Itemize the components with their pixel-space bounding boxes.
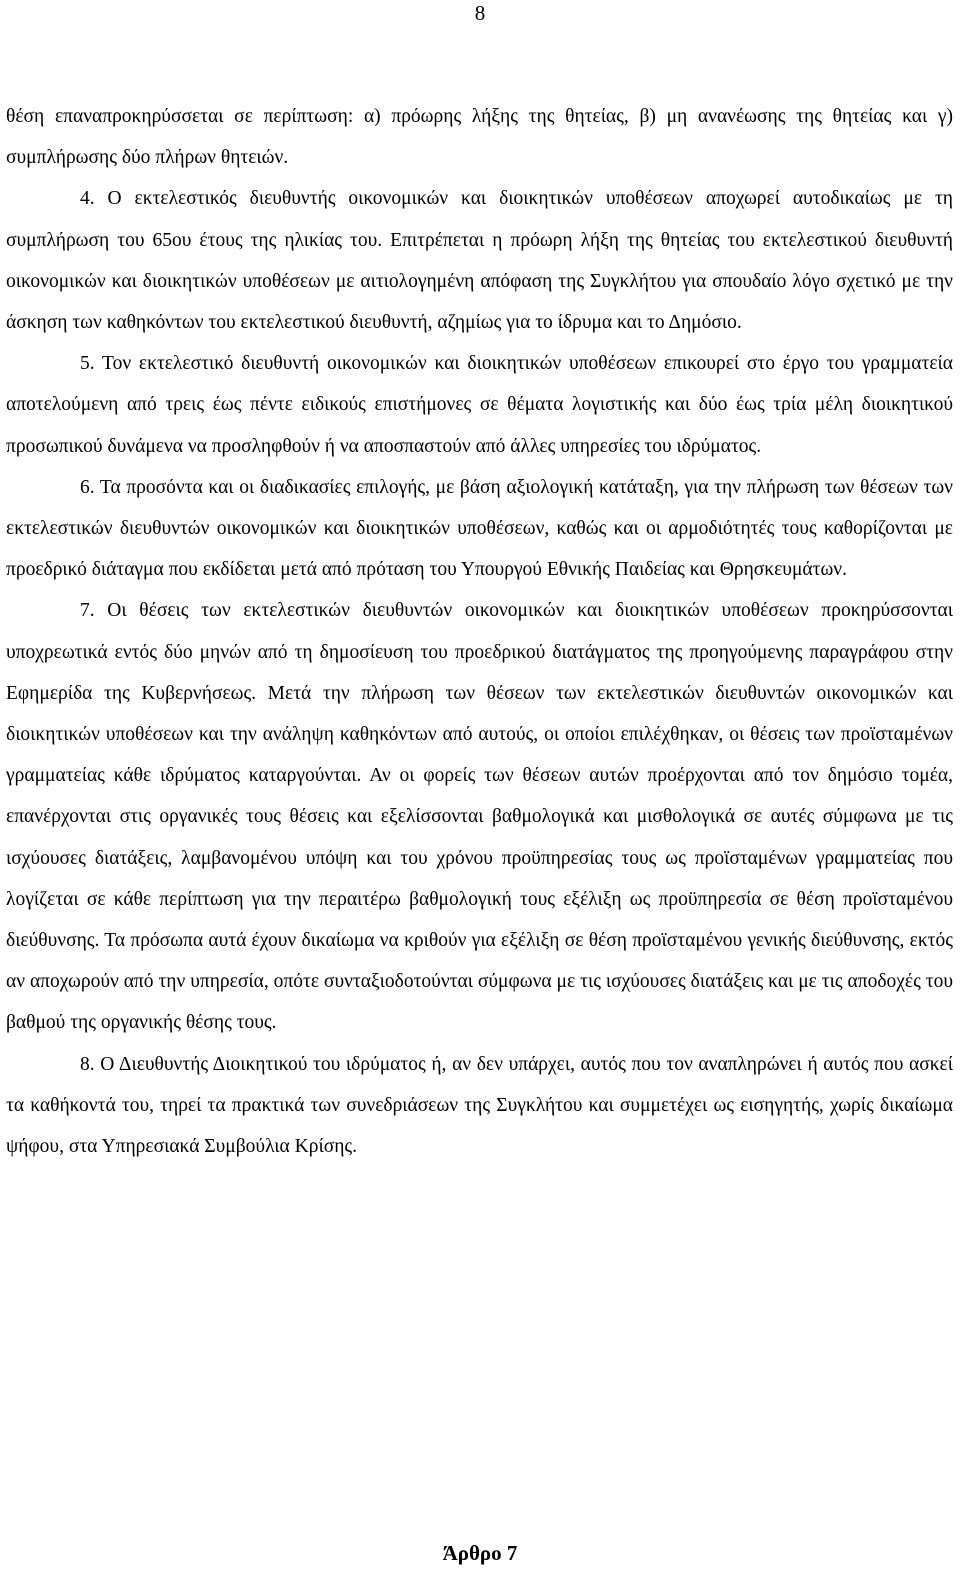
paragraph-6: 6. Τα προσόντα και οι διαδικασίες επιλογής, με βάση αξιολογική κατάταξη, για την πλήρωση των θέσεων των εκτελεστικών διευθυντών οικονομικών και διοικητικών υποθέσεων, καθώς και οι αρμοδιότητές τους καθορίζονται με προεδρικό διάταγμα που εκδίδεται μετά από πρόταση του Υπουργού Εθνικής Παιδείας και Θρησκευμάτων. bbox=[6, 476, 953, 581]
paragraph-continuation: θέση επαναπροκηρύσσεται σε περίπτωση: α) πρόωρης λήξης της θητείας, β) μη ανανέωσης της θητείας και γ) συμπλήρωσης δύο πλήρων θητειών. bbox=[6, 106, 953, 169]
paragraph-4: 4. Ο εκτελεστικός διευθυντής οικονομικών και διοικητικών υποθέσεων αποχωρεί αυτοδικαίως με τη συμπλήρωση του 65ου έτους της ηλικίας του. Επιτρέπεται η πρόωρη λήξη της θητείας του εκτελεστικού διευθυντή οικονομικών και διοικητικών υποθέσεων με αιτιολογημένη απόφαση της Συγκλήτου για σπουδαίο λόγο σχετικό με την άσκηση των καθηκόντων του εκτελεστικού διευθυντή, αζημίως για το ίδρυμα και το Δημόσιο. bbox=[6, 188, 953, 334]
paragraph-5: 5. Τον εκτελεστικό διευθυντή οικονομικών και διοικητικών υποθέσεων επικουρεί στο έργο του γραμματεία αποτελούμενη από τρεις έως πέντε ειδικούς επιστήμονες σε θέματα λογιστικής και δύο έως τρία μέλη διοικητικού προσωπικού δυνάμενα να προσληφθούν ή να αποσπαστούν από άλλες υπηρεσίες του ιδρύματος. bbox=[6, 353, 953, 457]
paragraph-7: 7. Οι θέσεις των εκτελεστικών διευθυντών οικονομικών και διοικητικών υποθέσεων προκηρύσσονται υποχρεωτικά εντός δύο μηνών από τη δημοσίευση του προεδρικού διατάγματος της προηγούμενης παραγράφου στην Εφημερίδα της Κυβερνήσεως. Μετά την πλήρωση των θέσεων των εκτελεστικών διευθυντών οικονομικών και διοικητικών υποθέσεων και την ανάληψη καθηκόντων από αυτούς, οι οποίοι επιλέχθηκαν, οι θέσεις των προϊσταμένων γραμματείας κάθε ιδρύματος καταργούνται. Αν οι φορείς των θέσεων αυτών προέρχονται από τον δημόσιο τομέα, επανέρχονται στις οργανικές τους θέσεις και εξελίσσονται βαθμολογικά και μισθολογικά σε αυτές σύμφωνα με τις ισχύουσες διατάξεις, λαμβανομένου υπόψη και του χρόνου προϋπηρεσίας τους ως προϊσταμένων γραμματείας που λογίζεται σε κάθε περίπτωση για την περαιτέρω βαθμολογική τους εξέλιξη ως προϋπηρεσία σε θέση προϊσταμένου διεύθυνσης. Τα πρόσωπα αυτά έχουν δικαίωμα να κριθούν για εξέλιξη σε θέση προϊσταμένου γενικής διεύθυνσης, εκτός αν αποχωρούν από την υπηρεσία, οπότε συνταξιοδοτούνται σύμφωνα με τις ισχύουσες διατάξεις και με τις αποδοχές του βαθμού της οργανικής θέσης τους. bbox=[6, 600, 953, 1034]
paragraph-8: 8. Ο Διευθυντής Διοικητικού του ιδρύματος ή, αν δεν υπάρχει, αυτός που τον αναπληρώνει ή αυτός που ασκεί τα καθήκοντά του, τηρεί τα πρακτικά των συνεδριάσεων της Συγκλήτου και συμμετέχει ως εισηγητής, χωρίς δικαίωμα ψήφου, στα Υπηρεσιακά Συμβούλια Κρίσης. bbox=[6, 1053, 953, 1158]
article-heading: Άρθρο 7 bbox=[442, 1541, 518, 1565]
page-number: 8 bbox=[474, 1, 486, 25]
document-body bbox=[6, 96, 953, 1167]
